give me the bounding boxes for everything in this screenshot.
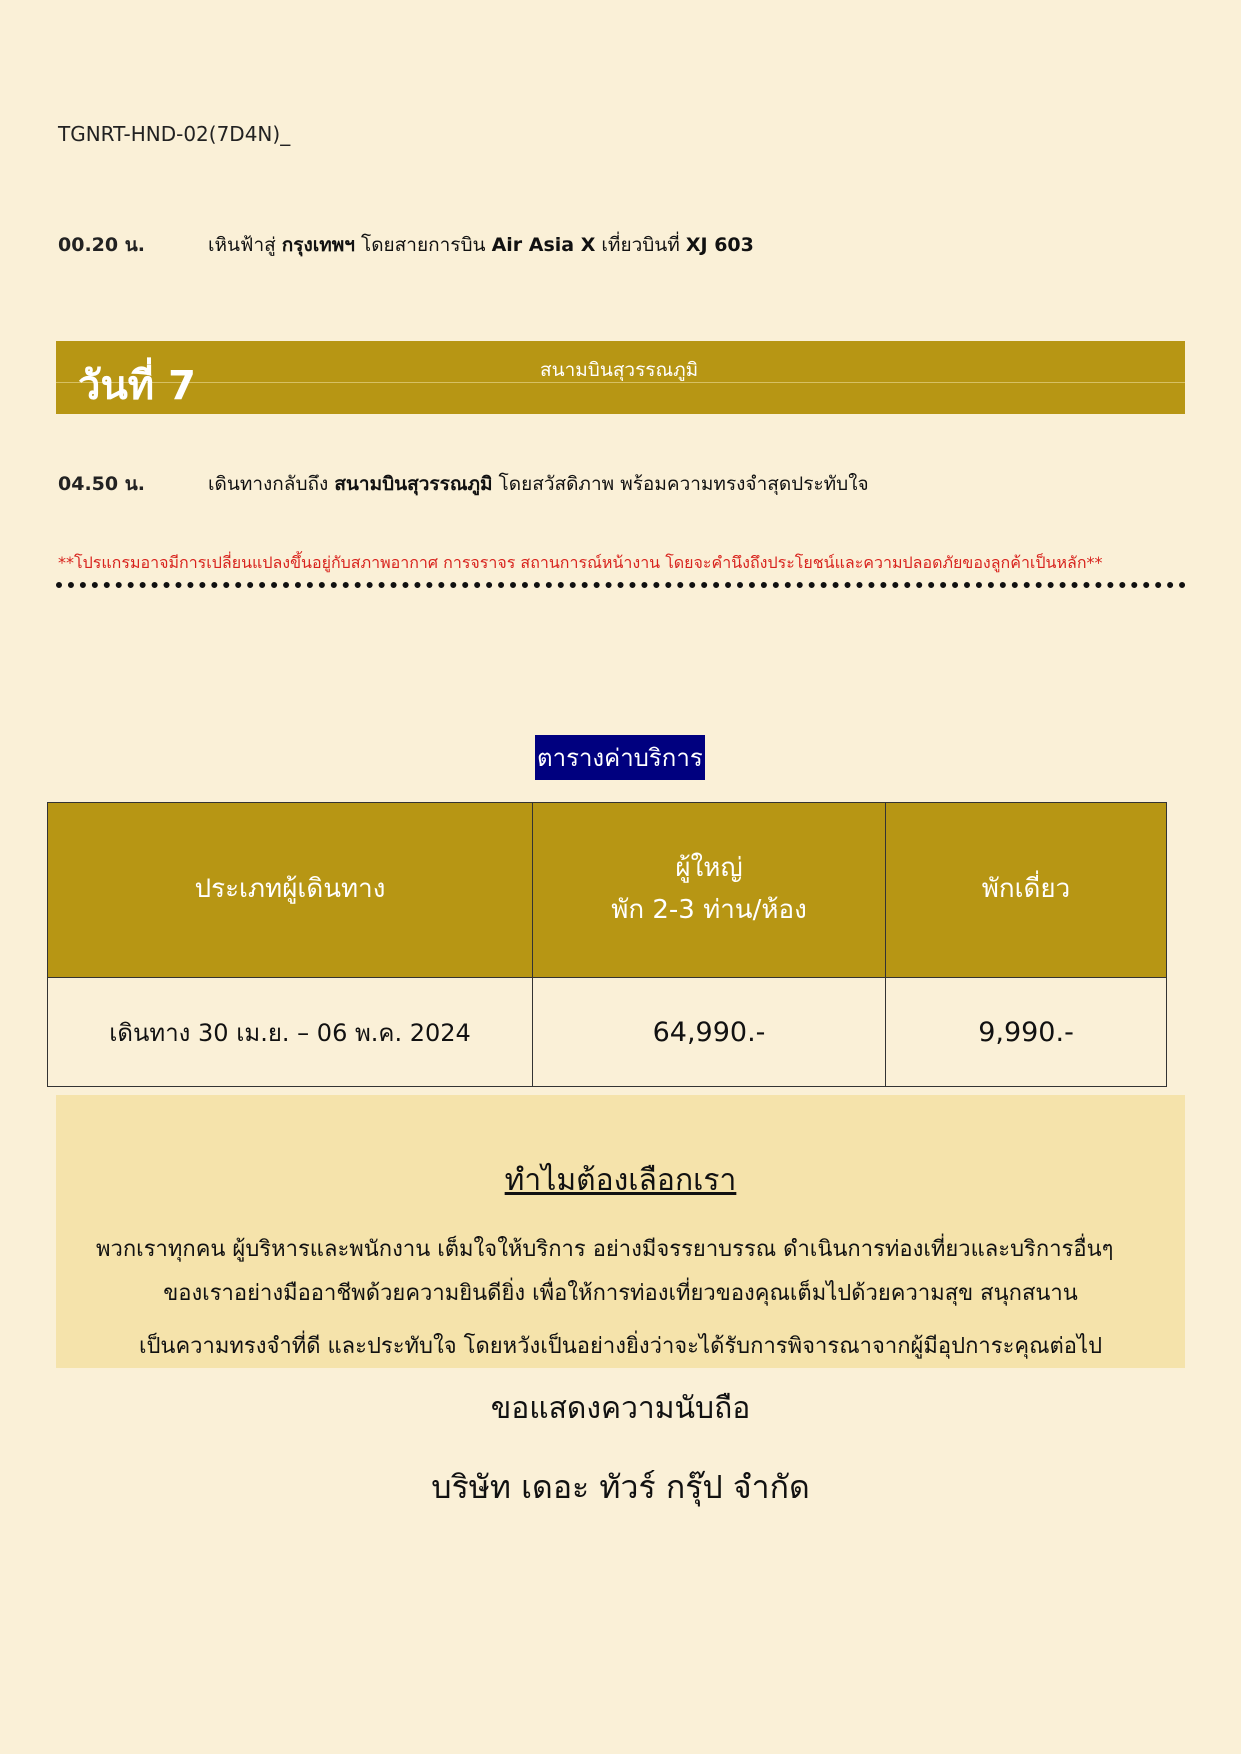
flight-number: XJ 603 (685, 234, 754, 256)
header-traveler-type: ประเภทผู้เดินทาง (48, 803, 533, 978)
destination-city: กรุงเทพฯ (281, 234, 355, 256)
departure-description: เหินฟ้าสู่ กรุงเทพฯ โดยสายการบิน Air Asia X เที่ยวบินที่ XJ 603 (208, 234, 754, 256)
departure-time: 00.20 น. (58, 234, 145, 256)
why-choose-us-box (56, 1095, 1185, 1368)
airline-name: Air Asia X (491, 234, 596, 256)
tour-code: TGNRT-HND-02(7D4N)_ (58, 122, 291, 146)
price-table-header-row (48, 803, 1167, 978)
adult-price: 64,990.- (533, 978, 886, 1087)
why-paragraph-line-2: ของเราอย่างมืออาชีพด้วยความยินดียิ่ง เพื่อให้การท่องเที่ยวของคุณเต็มไปด้วยความสุข สนุกสนาน (163, 1281, 1078, 1306)
program-change-note: **โปรแกรมอาจมีการเปลี่ยนแปลงขึ้นอยู่กับสภาพอากาศ การจราจร สถานการณ์หน้างาน โดยจะคำนึงถึงประโยชน์และความปลอดภัยของลูกค้าเป็นหลัก** (58, 553, 1103, 572)
day-place: สนามบินสุวรรณภูมิ (540, 359, 699, 381)
single-room-price: 9,990.- (886, 978, 1167, 1087)
dotted-divider (56, 582, 1186, 588)
why-paragraph-line-1: พวกเราทุกคน ผู้บริหารและพนักงาน เต็มใจให้บริการ อย่างมีจรรยาบรรณ ดำเนินการท่องเที่ยวและบริการอื่นๆ (96, 1237, 1114, 1262)
price-table-title: ตารางค่าบริการ (535, 735, 705, 780)
arrival-description: เดินทางกลับถึง สนามบินสุวรรณภูมิ โดยสวัสดิภาพ พร้อมความทรงจำสุดประทับใจ (208, 473, 869, 495)
day-banner (56, 341, 1185, 414)
header-adult: ผู้ใหญ่ พัก 2-3 ท่าน/ห้อง (533, 803, 886, 978)
arrival-airport: สนามบินสุวรรณภูมิ (334, 473, 493, 495)
arrival-row (58, 469, 869, 499)
departure-flight-row (58, 230, 754, 260)
table-row (48, 978, 1167, 1087)
day-label: วันที่ 7 (78, 363, 196, 409)
company-name: บริษัท เดอะ ทัวร์ กรุ๊ป จำกัด (431, 1468, 810, 1506)
closing-regards: ขอแสดงความนับถือ (490, 1391, 751, 1426)
why-paragraph-line-3: เป็นความทรงจำที่ดี และประทับใจ โดยหวังเป็นอย่างยิ่งว่าจะได้รับการพิจารณาจากผู้มีอุปการะคุณต่อไป (138, 1334, 1103, 1359)
travel-period: เดินทาง 30 เม.ย. – 06 พ.ค. 2024 (48, 978, 533, 1087)
header-single-room: พักเดี่ยว (886, 803, 1167, 978)
price-table (47, 802, 1167, 1087)
arrival-time: 04.50 น. (58, 473, 145, 495)
why-choose-us-title: ทำไมต้องเลือกเรา (504, 1163, 737, 1198)
